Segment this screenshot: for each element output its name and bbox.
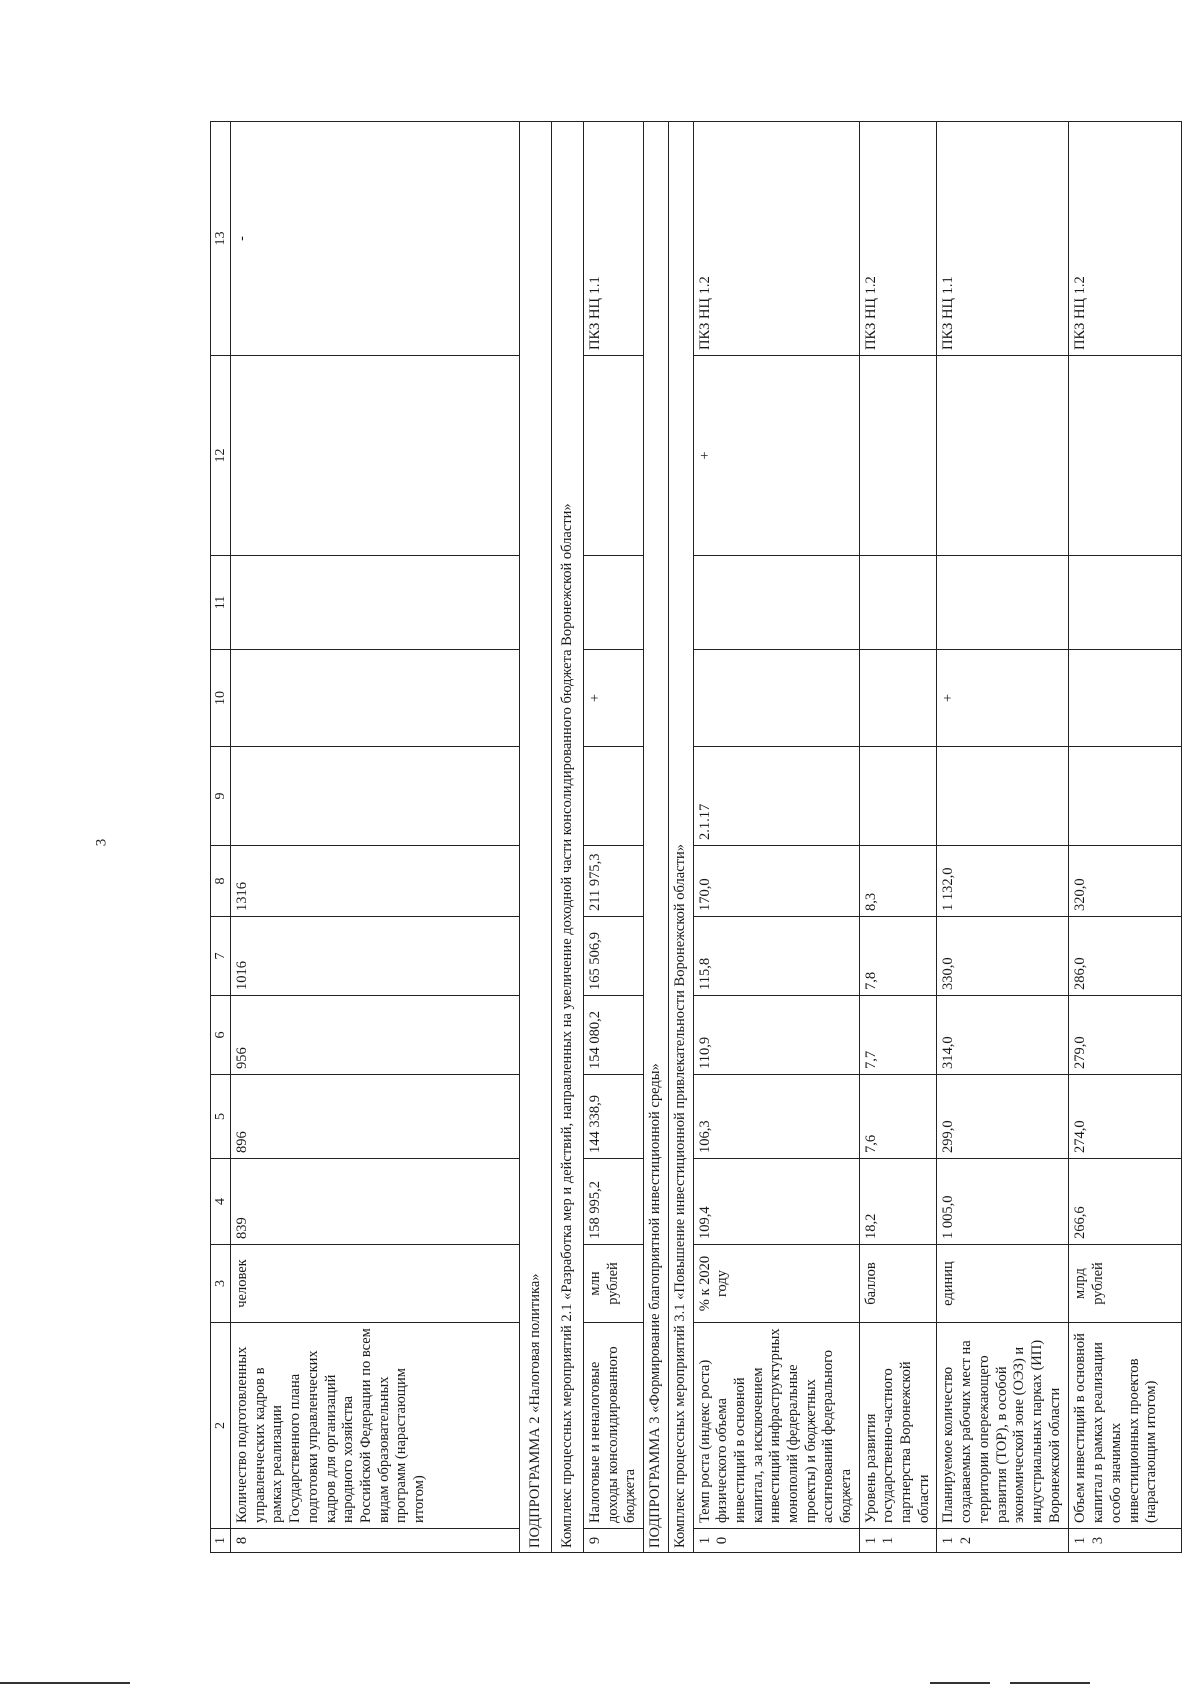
mark-cell [231,356,520,556]
table-body [211,122,1182,1553]
unit-cell: баллов [859,1245,937,1323]
table-row [1069,122,1182,1553]
code-cell: 2.1.17 [693,747,859,846]
reference-cell: ПКЗ НЦ 1.2 [1069,122,1182,356]
mark-cell [1069,356,1182,556]
column-header: 11 [211,556,231,650]
value-cell: 279,0 [1069,996,1182,1075]
column-header: 5 [211,1075,231,1159]
row-number-cell: 10 [693,1529,859,1553]
row-number-cell: 8 [231,1529,520,1553]
mark-cell [937,356,1069,556]
column-header: 4 [211,1159,231,1245]
indicator-name-cell: Уровень развития государственно-частного партнерства Воронежской области [859,1323,937,1529]
section-row [552,122,584,1553]
code-cell [859,747,937,846]
column-header: 1 [211,1529,231,1553]
table-row [859,122,937,1553]
value-cell: 299,0 [937,1075,1069,1159]
table-row [584,122,644,1553]
mark-cell [859,356,937,556]
value-cell: 839 [231,1159,520,1245]
value-cell: 1 132,0 [937,846,1069,917]
value-cell: 314,0 [937,996,1069,1075]
mark-cell [1069,650,1182,747]
value-cell: 1 005,0 [937,1159,1069,1245]
mark-cell [693,556,859,650]
value-cell: 896 [231,1075,520,1159]
value-cell: 158 995,2 [584,1159,644,1245]
column-header: 2 [211,1323,231,1529]
scan-edge-line [1010,1682,1090,1684]
value-cell: 320,0 [1069,846,1182,917]
unit-cell: единиц [937,1245,1069,1323]
mark-cell [859,650,937,747]
value-cell: 109,4 [693,1159,859,1245]
table-row [231,122,520,1553]
indicator-name-cell: Темп роста (индекс роста) физического объема инвестиций в основной капитал, за исключением инвестиций инфраструктурных монополий (федеральные проекты) и бюджетных ассигнований федерального бюджета [693,1323,859,1529]
indicator-name-cell: Планируемое количество создаваемых рабочих мест на территории опережающего развития (ТОР), в особой экономической зоне (ОЭЗ) и индустриальных парках (ИП) Воронежской области [937,1323,1069,1529]
row-number-cell: 9 [584,1529,644,1553]
reference-cell: ПКЗ НЦ 1.2 [859,122,937,356]
column-header: 9 [211,747,231,846]
unit-cell: млрд рублей [1069,1245,1182,1323]
section-title: ПОДПРОГРАММА 2 «Налоговая политика» [520,122,552,1553]
reference-cell: - [231,122,520,356]
mark-cell [1069,556,1182,650]
reference-cell: ПКЗ НЦ 1.1 [937,122,1069,356]
mark-cell [231,556,520,650]
section-title: ПОДПРОГРАММА 3 «Формирование благоприятной инвестиционной среды» [644,122,669,1553]
section-title: Комплекс процессных мероприятий 3.1 «Повышение инвестиционной привлекательности Воронежской области» [668,122,693,1553]
column-header: 8 [211,846,231,917]
value-cell: 7,8 [859,917,937,996]
row-number-cell: 13 [1069,1529,1182,1553]
reference-cell: ПКЗ НЦ 1.1 [584,122,644,356]
value-cell: 266,6 [1069,1159,1182,1245]
scan-edge-line [0,1682,130,1684]
section-title: Комплекс процессных мероприятий 2.1 «Разработка мер и действий, направленных на увеличение доходной части консолидированного бюджета Воронежской области» [552,122,584,1553]
value-cell: 1316 [231,846,520,917]
column-header: 7 [211,917,231,996]
value-cell: 8,3 [859,846,937,917]
value-cell: 211 975,3 [584,846,644,917]
value-cell: 165 506,9 [584,917,644,996]
indicator-name-cell: Объем инвестиций в основной капитал в рамках реализации особо значимых инвестиционных проектов (нарастающим итогом) [1069,1323,1182,1529]
mark-cell [937,556,1069,650]
value-cell: 7,6 [859,1075,937,1159]
row-number-cell: 11 [859,1529,937,1553]
column-header: 10 [211,650,231,747]
mark-cell: + [584,650,644,747]
table-row [693,122,859,1553]
column-header: 6 [211,996,231,1075]
mark-cell [584,556,644,650]
code-cell [937,747,1069,846]
value-cell: 330,0 [937,917,1069,996]
mark-cell [231,650,520,747]
unit-cell: % к 2020 году [693,1245,859,1323]
value-cell: 274,0 [1069,1075,1182,1159]
page-number: 3 [93,838,110,847]
value-cell: 956 [231,996,520,1075]
column-number-header-row [211,122,231,1553]
code-cell [231,747,520,846]
value-cell: 110,9 [693,996,859,1075]
value-cell: 7,7 [859,996,937,1075]
section-row [644,122,669,1553]
value-cell: 1016 [231,917,520,996]
mark-cell [859,556,937,650]
indicator-name-cell: Налоговые и неналоговые доходы консолидированного бюджета [584,1323,644,1529]
value-cell: 115,8 [693,917,859,996]
mark-cell [584,356,644,556]
column-header: 12 [211,356,231,556]
section-row [520,122,552,1553]
column-header: 13 [211,122,231,356]
code-cell [584,747,644,846]
unit-cell: человек [231,1245,520,1323]
section-row [668,122,693,1553]
indicator-name-cell: Количество подготовленных управленческих кадров в рамках реализации Государственного плана подготовки управленческих кадров для организаций народного хозяйства Российской Федерации по всем видам образовательных программ (нарастающим итогом) [231,1323,520,1529]
indicators-table [210,121,1182,1553]
mark-cell: + [937,650,1069,747]
value-cell: 154 080,2 [584,996,644,1075]
table-row [937,122,1069,1553]
column-header: 3 [211,1245,231,1323]
code-cell [1069,747,1182,846]
value-cell: 18,2 [859,1159,937,1245]
mark-cell: + [693,356,859,556]
reference-cell: ПКЗ НЦ 1.2 [693,122,859,356]
mark-cell [693,650,859,747]
value-cell: 144 338,9 [584,1075,644,1159]
value-cell: 170,0 [693,846,859,917]
value-cell: 286,0 [1069,917,1182,996]
rotated-page-content [210,123,1160,1553]
unit-cell: млн рублей [584,1245,644,1323]
scan-edge-line [930,1682,990,1684]
value-cell: 106,3 [693,1075,859,1159]
row-number-cell: 12 [937,1529,1069,1553]
